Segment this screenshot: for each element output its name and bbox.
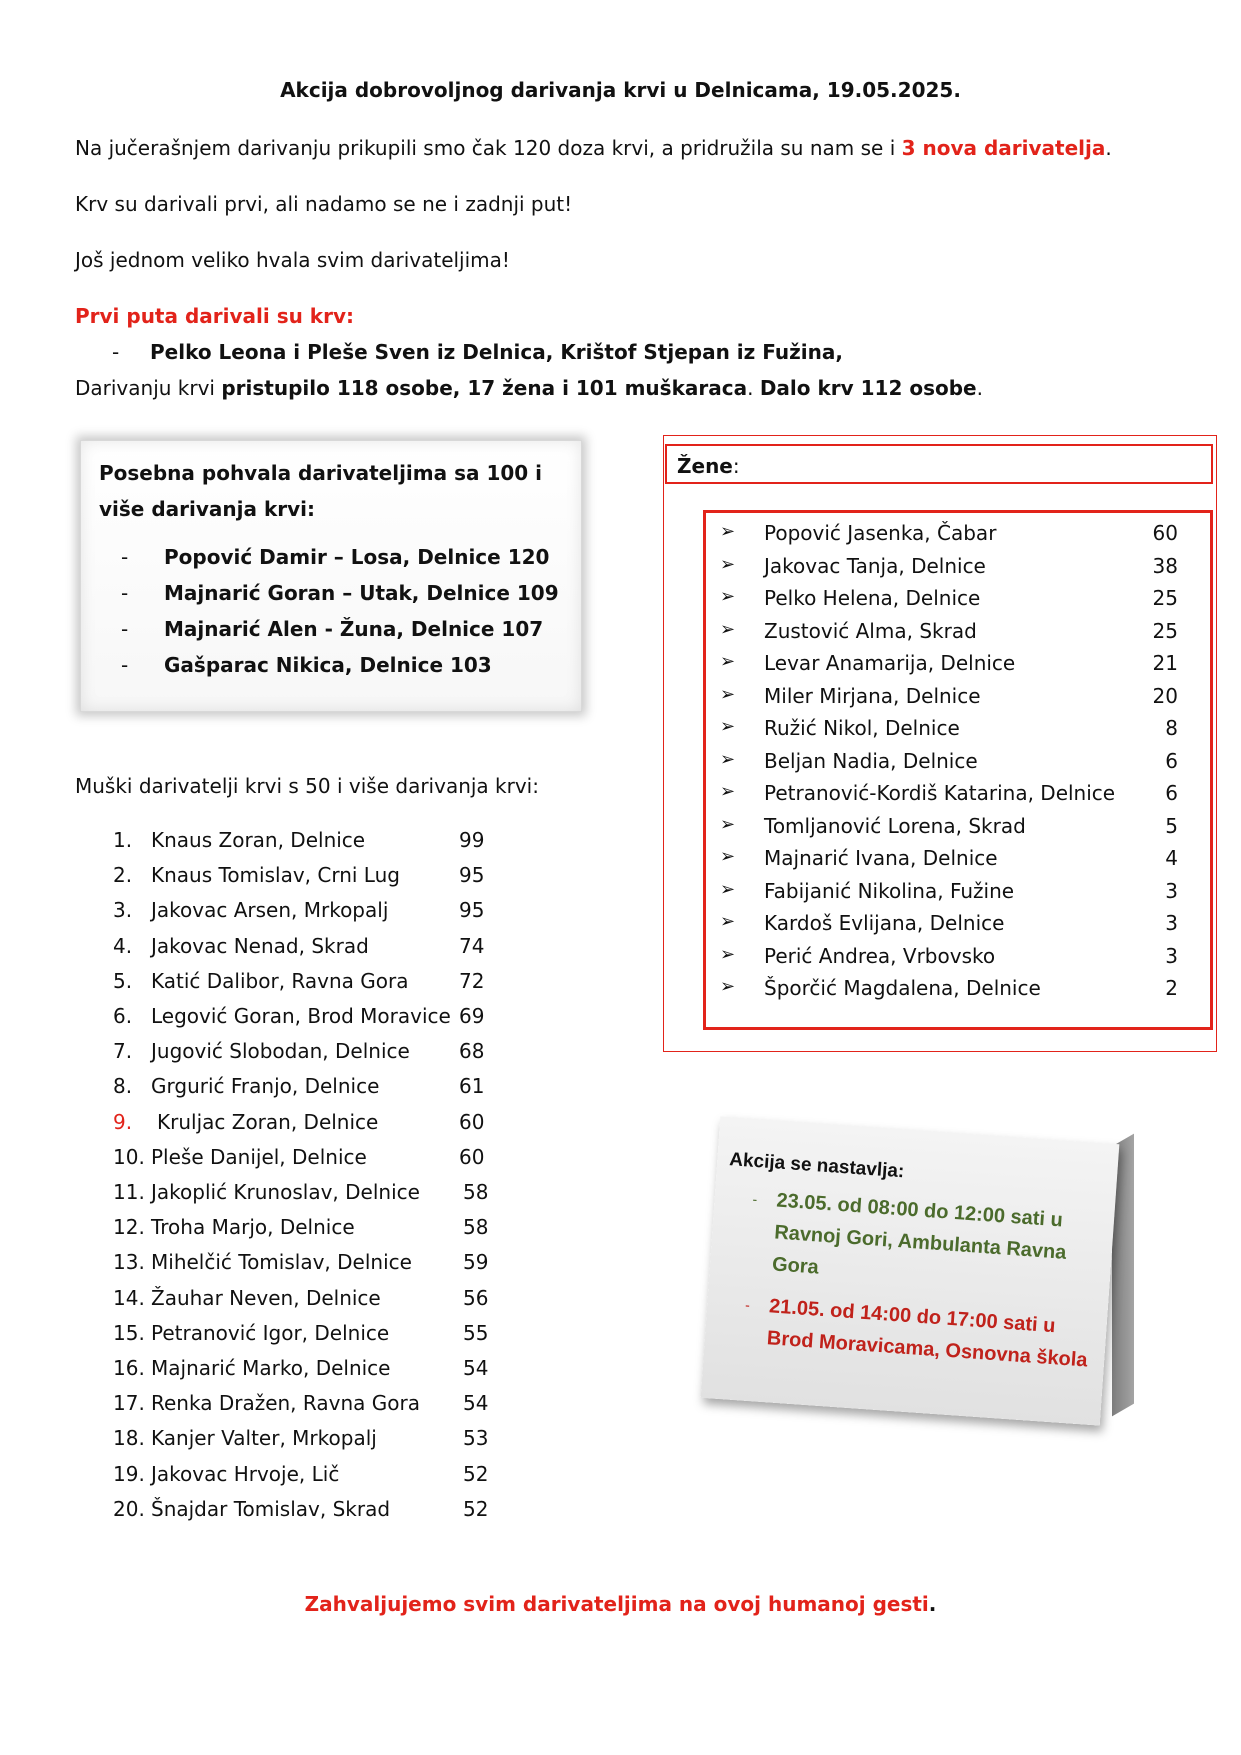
women-row	[720, 684, 1200, 714]
donor-name: Grgurić Franjo, Delnice	[151, 1074, 380, 1099]
donation-count: 25	[1152, 618, 1178, 643]
first-time-names	[112, 340, 843, 364]
men-row	[113, 1250, 513, 1284]
donation-count: 4	[1165, 846, 1178, 870]
praise-item-text: Gašparac Nikica, Delnice 103	[164, 653, 492, 677]
donation-count: 95	[459, 898, 485, 923]
stats-attendance: pristupilo 118 osobe, 17 žena i 101 muškaraca	[221, 376, 748, 400]
donor-name: Knaus Tomislav, Crni Lug	[151, 863, 400, 888]
men-row	[113, 1286, 513, 1320]
donor-name: Jakovac Tanja, Delnice	[764, 553, 986, 578]
donation-count: 69	[459, 1004, 485, 1028]
donor-name: Petranović-Kordiš Katarina, Delnice	[764, 781, 1116, 805]
schedule-item: - 23.05. od 08:00 do 12:00 sati u Ravnoj Gori, Ambulanta Ravna Gora	[752, 1189, 1068, 1279]
praise-item: - Popović Damir – Losa, Delnice 120	[121, 545, 550, 569]
donor-name: Majnarić Ivana, Delnice	[764, 846, 998, 870]
arrow-bullet-icon: ➢	[720, 911, 736, 932]
donor-name: Beljan Nadia, Delnice	[764, 748, 978, 773]
donation-count: 2	[1165, 976, 1178, 1000]
row-number: 13.	[113, 1250, 145, 1275]
women-row	[720, 554, 1200, 584]
row-number: 15.	[113, 1320, 145, 1345]
new-donors-highlight: 3 nova darivatelja	[901, 136, 1106, 160]
row-number: 19.	[113, 1461, 145, 1486]
donation-count: 3	[1165, 878, 1178, 903]
row-number: 16.	[113, 1356, 145, 1380]
arrow-bullet-icon: ➢	[720, 976, 736, 997]
donor-name: Troha Marjo, Delnice	[151, 1215, 355, 1240]
men-title: Muški darivatelji krvi s 50 i više darivanja krvi:	[75, 774, 539, 798]
row-number: 3.	[113, 898, 133, 923]
donation-count: 72	[459, 968, 485, 993]
donation-count: 58	[463, 1180, 489, 1204]
row-number: 12.	[113, 1215, 145, 1240]
men-row	[113, 1497, 513, 1531]
women-row	[720, 911, 1200, 941]
stats-suffix: .	[976, 376, 983, 400]
arrow-bullet-icon: ➢	[720, 521, 736, 542]
schedule-item: - 21.05. od 14:00 do 17:00 sati u Brod Moravicama, Osnovna škola	[744, 1295, 1089, 1372]
donor-name: Mihelčić Tomislav, Delnice	[151, 1250, 412, 1275]
arrow-bullet-icon: ➢	[720, 813, 736, 835]
donor-name: Jakovac Arsen, Mrkopalj	[151, 898, 389, 923]
stats-prefix: Darivanju krvi	[75, 376, 222, 400]
donation-count: 60	[459, 1144, 485, 1169]
donor-name: Fabijanić Nikolina, Fužine	[764, 878, 1015, 903]
document-title: Akcija dobrovoljnog darivanja krvi u Delnicama, 19.05.2025.	[280, 78, 961, 102]
donor-name: Kanjer Valter, Mrkopalj	[151, 1426, 377, 1451]
donor-name: Šporčić Magdalena, Delnice	[764, 976, 1041, 1000]
row-number: 10.	[113, 1144, 145, 1169]
donor-name: Kardoš Evlijana, Delnice	[764, 911, 1005, 935]
donor-name: Miler Mirjana, Delnice	[764, 683, 981, 708]
intro-text: Na jučerašnjem darivanju prikupili smo čak 120 doza krvi, a pridružila su nam se i	[75, 136, 902, 160]
men-row	[113, 1321, 513, 1355]
arrow-bullet-icon: ➢	[720, 618, 736, 640]
women-row	[720, 976, 1200, 1006]
donation-count: 60	[459, 1109, 485, 1134]
women-row	[720, 846, 1200, 876]
row-number: 17.	[113, 1391, 145, 1416]
row-number: 1.	[113, 828, 133, 852]
praise-item: - Majnarić Alen - Žuna, Delnice 107	[121, 617, 544, 641]
men-row	[113, 1004, 513, 1038]
men-row	[113, 934, 513, 968]
donation-count: 95	[459, 863, 485, 888]
intro-line-3: Još jednom veliko hvala svim darivateljima!	[75, 248, 510, 272]
donation-count: 20	[1152, 683, 1178, 708]
donor-name: Levar Anamarija, Delnice	[764, 651, 1016, 675]
men-row	[113, 1110, 513, 1144]
men-row	[113, 1215, 513, 1249]
schedule-item-text: 21.05. od 14:00 do 17:00 sati u Brod Moravicama, Osnovna škola	[766, 1295, 1089, 1372]
dash: -	[112, 340, 120, 364]
donor-name: Legović Goran, Brod Moravice	[151, 1004, 451, 1028]
donor-name: Zustović Alma, Skrad	[764, 618, 977, 643]
praise-item-text: Popović Damir – Losa, Delnice 120	[164, 545, 550, 569]
row-number: 9.	[113, 1109, 133, 1134]
arrow-bullet-icon: ➢	[720, 553, 736, 575]
donor-name: Majnarić Marko, Delnice	[151, 1356, 391, 1380]
women-row	[720, 619, 1200, 649]
donation-count: 59	[463, 1250, 489, 1275]
donation-count: 6	[1165, 748, 1178, 773]
schedule-card	[710, 1130, 1130, 1430]
row-number: 8.	[113, 1074, 133, 1099]
donation-count: 3	[1165, 943, 1178, 968]
donation-count: 55	[463, 1320, 489, 1345]
donation-count: 60	[1152, 521, 1178, 545]
arrow-bullet-icon: ➢	[720, 716, 736, 737]
women-row	[720, 716, 1200, 746]
donation-count: 3	[1165, 911, 1178, 935]
schedule-item-text: 23.05. od 08:00 do 12:00 sati u Ravnoj Gori, Ambulanta Ravna Gora	[771, 1189, 1068, 1279]
donation-count: 8	[1165, 716, 1178, 740]
praise-item-text: Majnarić Alen - Žuna, Delnice 107	[164, 617, 544, 641]
men-row	[113, 969, 513, 1003]
first-time-heading: Prvi puta darivali su krv:	[75, 304, 354, 328]
arrow-bullet-icon: ➢	[720, 683, 736, 705]
row-number: 11.	[113, 1180, 145, 1204]
donation-count: 54	[463, 1391, 489, 1416]
arrow-bullet-icon: ➢	[720, 748, 736, 770]
donation-count: 53	[463, 1426, 489, 1451]
donation-count: 58	[463, 1215, 489, 1240]
praise-title: Posebna pohvala darivateljima sa 100 i više darivanja krvi:	[99, 461, 543, 521]
donor-name: Perić Andrea, Vrbovsko	[764, 943, 996, 968]
row-number: 7.	[113, 1039, 133, 1064]
donor-name: Petranović Igor, Delnice	[151, 1320, 390, 1345]
stats-middle: .	[747, 376, 760, 400]
women-row	[720, 781, 1200, 811]
donation-count: 52	[463, 1496, 489, 1521]
men-row	[113, 1426, 513, 1460]
arrow-bullet-icon: ➢	[720, 846, 736, 867]
men-row	[113, 898, 513, 932]
donation-count: 38	[1152, 553, 1178, 578]
intro-line-2: Krv su darivali prvi, ali nadamo se ne i zadnji put!	[75, 192, 573, 216]
donation-count: 54	[463, 1356, 489, 1380]
schedule-title: Akcija se nastavlja:	[728, 1149, 905, 1183]
men-row	[113, 1462, 513, 1496]
men-row	[113, 1356, 513, 1390]
women-row	[720, 651, 1200, 681]
row-number: 4.	[113, 933, 133, 958]
card-face	[701, 1116, 1120, 1425]
women-header	[665, 444, 1213, 484]
donor-name: Jugović Slobodan, Delnice	[151, 1039, 410, 1064]
praise-box	[80, 440, 582, 712]
women-header-label: Žene:	[677, 454, 740, 478]
arrow-bullet-icon: ➢	[720, 781, 736, 802]
donor-name: Knaus Zoran, Delnice	[151, 828, 366, 852]
closing-line	[0, 1592, 1241, 1616]
women-row	[720, 944, 1200, 974]
row-number: 6.	[113, 1004, 133, 1028]
row-number: 2.	[113, 863, 133, 888]
men-row	[113, 863, 513, 897]
donor-name: Jakovac Hrvoje, Lič	[151, 1461, 340, 1486]
intro-line-1	[75, 136, 1112, 160]
arrow-bullet-icon: ➢	[720, 586, 736, 607]
donor-name: Kruljac Zoran, Delnice	[157, 1109, 379, 1134]
men-row	[113, 1391, 513, 1425]
closing-text: Zahvaljujemo svim darivateljima na ovoj humanoj gesti	[304, 1592, 929, 1616]
donor-name: Katić Dalibor, Ravna Gora	[151, 968, 409, 993]
closing-period: .	[928, 1592, 937, 1616]
donation-count: 21	[1152, 651, 1178, 675]
donor-name: Pelko Helena, Delnice	[764, 586, 981, 610]
donation-count: 25	[1152, 586, 1178, 610]
donor-name: Pleše Danijel, Delnice	[151, 1144, 367, 1169]
praise-item: - Majnarić Goran – Utak, Delnice 109	[121, 581, 559, 605]
donor-name: Renka Dražen, Ravna Gora	[151, 1391, 420, 1416]
donor-name: Šnajdar Tomislav, Skrad	[151, 1496, 391, 1521]
row-number: 20.	[113, 1496, 145, 1521]
women-list	[703, 510, 1213, 1030]
first-time-names-text: Pelko Leona i Pleše Sven iz Delnica, Krištof Stjepan iz Fužina,	[150, 340, 843, 364]
arrow-bullet-icon: ➢	[720, 651, 736, 672]
donation-count: 61	[459, 1074, 485, 1099]
arrow-bullet-icon: ➢	[720, 943, 736, 965]
praise-item-text: Majnarić Goran – Utak, Delnice 109	[164, 581, 559, 605]
intro-period: .	[1105, 136, 1112, 160]
women-row	[720, 521, 1200, 551]
arrow-bullet-icon: ➢	[720, 878, 736, 900]
donation-count: 68	[459, 1039, 485, 1064]
praise-item: - Gašparac Nikica, Delnice 103	[121, 653, 492, 677]
donation-count: 99	[459, 828, 485, 852]
men-row	[113, 1039, 513, 1073]
women-row	[720, 749, 1200, 779]
donor-name: Jakovac Nenad, Skrad	[151, 933, 369, 958]
donor-name: Žauhar Neven, Delnice	[151, 1285, 381, 1310]
women-row	[720, 879, 1200, 909]
donation-count: 5	[1165, 813, 1178, 838]
row-number: 14.	[113, 1285, 145, 1310]
donation-count: 52	[463, 1461, 489, 1486]
stats-line	[75, 376, 983, 400]
donor-name: Popović Jasenka, Čabar	[764, 521, 997, 545]
donor-name: Tomljanović Lorena, Skrad	[764, 813, 1026, 838]
women-row	[720, 586, 1200, 616]
men-row	[113, 1145, 513, 1179]
donation-count: 56	[463, 1285, 489, 1310]
men-row	[113, 1180, 513, 1214]
row-number: 18.	[113, 1426, 145, 1451]
women-row	[720, 814, 1200, 844]
stats-donated: Dalo krv 112 osobe	[759, 376, 977, 400]
men-row	[113, 1074, 513, 1108]
donation-count: 74	[459, 933, 485, 958]
men-row	[113, 828, 513, 862]
donation-count: 6	[1165, 781, 1178, 805]
donor-name: Ružić Nikol, Delnice	[764, 716, 960, 740]
row-number: 5.	[113, 968, 133, 993]
donor-name: Jakoplić Krunoslav, Delnice	[151, 1180, 420, 1204]
